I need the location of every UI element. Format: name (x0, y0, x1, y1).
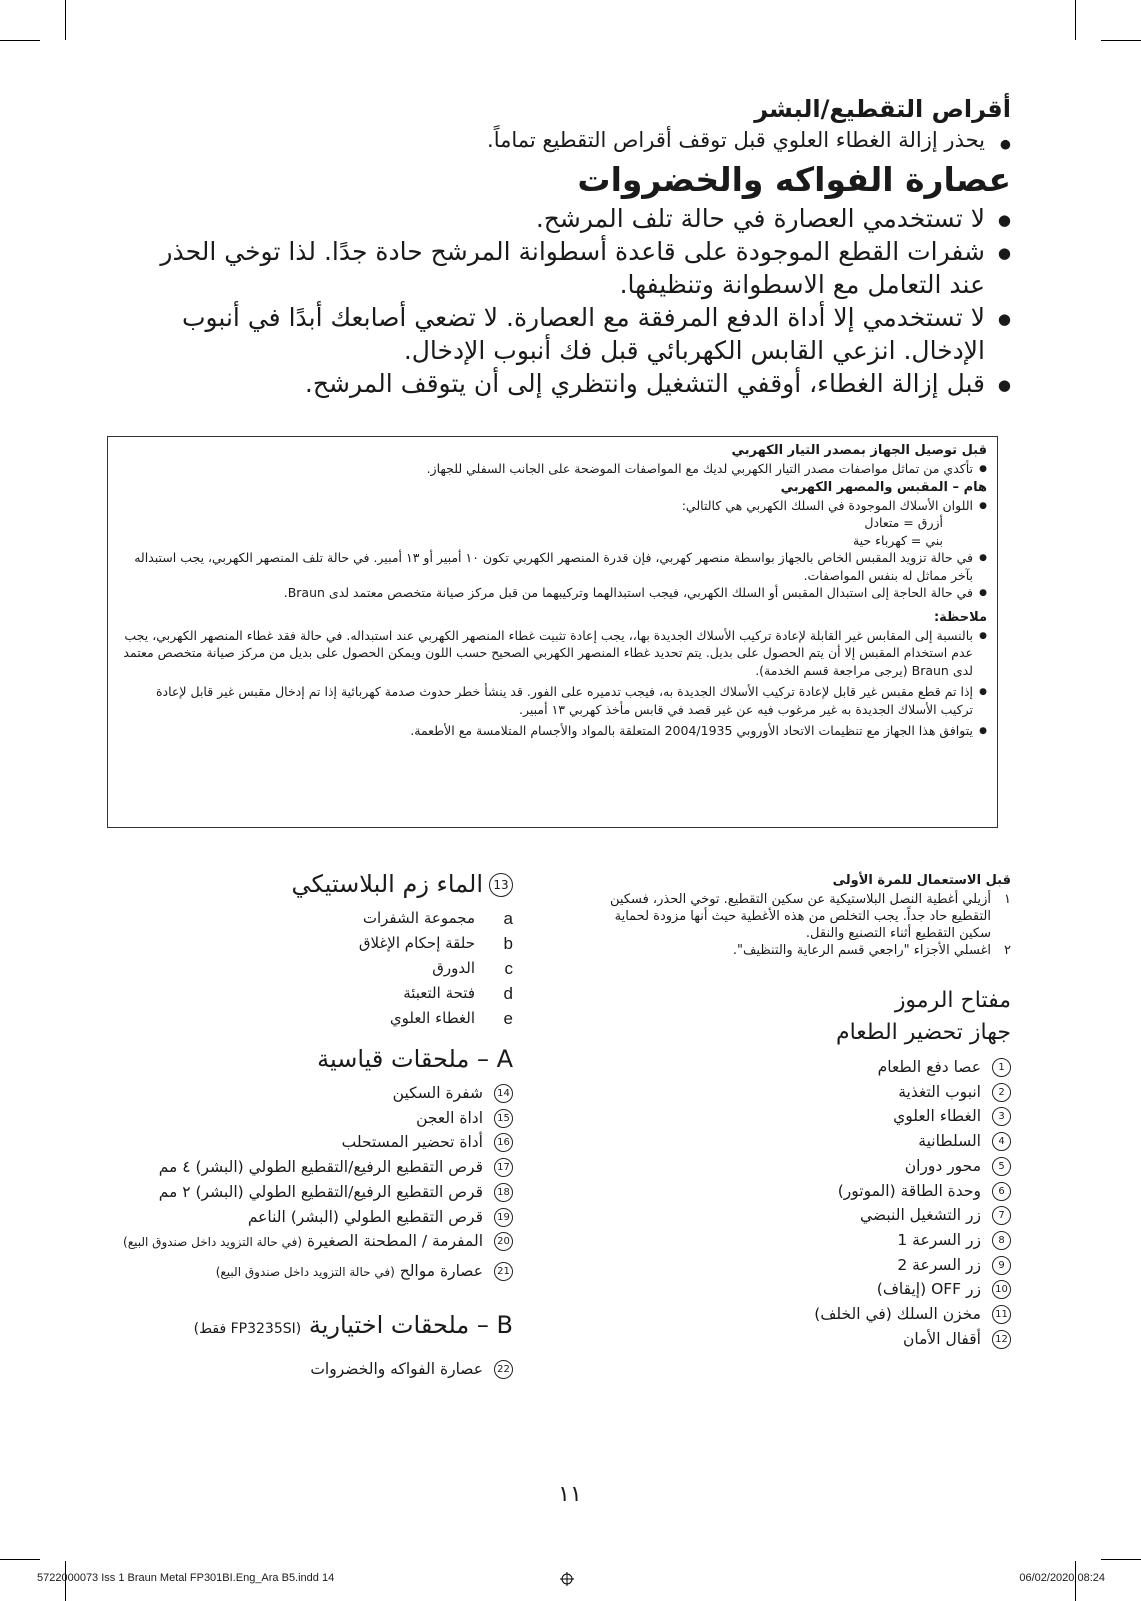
part-name: مجموعة الشفرات (362, 909, 475, 927)
list-item (120, 497, 987, 550)
number-badge: 13 (489, 873, 513, 897)
list-item (33, 1006, 513, 1031)
list-item (33, 1180, 513, 1205)
model-note: (FP3235SI فقط) (193, 1320, 302, 1337)
list-item: ● في حالة الحاجة إلى استبدال المقبس أو السلك الكهربي، فيجب استبدالهما وتركيبهما من قبل مركز صيانة متخصص معتمد لدى Braun. (120, 584, 987, 602)
wire-line: أزرق = متعادل (864, 515, 943, 530)
number-badge: 22 (494, 1360, 513, 1379)
wire-intro: ● اللوان الأسلاك الموجودة في السلك الكهربي هي كالتالي: (681, 497, 973, 513)
wire-line: بني = كهرباء حية (852, 532, 943, 548)
part-name: أقفال الأمان (902, 1329, 981, 1348)
number-badge: 1 (992, 1058, 1011, 1077)
juicer-list (131, 202, 1011, 400)
list-item (33, 1229, 513, 1255)
step-text: اغسلي الأجزاء "راجعي قسم الرعاية والتنظيف". (732, 943, 991, 958)
part-name: عصارة موالح (399, 1261, 483, 1280)
part-letter: e (503, 1009, 513, 1028)
box-list (120, 627, 987, 740)
part-name: فتحة التعبئة (403, 984, 475, 1002)
left-column (33, 866, 513, 1381)
list-item (33, 906, 513, 931)
spiral-title (33, 866, 513, 902)
number-badge: 7 (992, 1206, 1011, 1225)
list-item (33, 1259, 513, 1285)
number-badge: 3 (992, 1107, 1011, 1126)
number-badge: 8 (992, 1231, 1011, 1250)
list-item: ● قبل إزالة الغطاء، أوقفي التشغيل وانتظري إلى أن يتوقف المرشح. (131, 367, 1011, 400)
part-name: قرص التقطيع الرفيع/التقطيع الطولي (البشر) ٢ مم (158, 1182, 483, 1201)
list-item (591, 1228, 1011, 1253)
part-name: قرص التقطيع الرفيع/التقطيع الطولي (البشر) ٤ مم (158, 1158, 483, 1177)
list-item (591, 1253, 1011, 1278)
part-name: المفرمة / المطحنة الصغيرة (307, 1232, 483, 1251)
list-item (33, 1205, 513, 1230)
part-name: اداة العجن (416, 1108, 483, 1127)
blades-title: أقراص التقطيع/البشر (754, 95, 1011, 123)
box-heading: ملاحظة: (933, 609, 987, 625)
list-item (591, 1055, 1011, 1080)
list-item (33, 1081, 513, 1106)
crop-mark (1101, 40, 1141, 41)
part-name: عصا دفع الطعام (877, 1058, 981, 1076)
part-name: الدورق (432, 959, 475, 977)
legend-title: مفتاح الرموز (894, 988, 1011, 1013)
accessories-b-title-text: B – ملحقات اختيارية (308, 1310, 513, 1339)
step-item (591, 942, 1011, 959)
part-name: مخزن السلك (في الخلف) (814, 1305, 981, 1324)
step-item (591, 891, 1011, 942)
part-note: (في حالة التزويد داخل صندوق البيع) (123, 1235, 303, 1250)
box-list (120, 497, 987, 602)
list-item (33, 1130, 513, 1155)
list-item: ● لا تستخدمي العصارة في حالة تلف المرشح. (131, 202, 1011, 235)
blades-list (131, 126, 1011, 154)
step-number: ١ (1004, 892, 1011, 907)
crop-mark (65, 0, 66, 40)
box-heading: هام – المقبس والمصهر الكهربي (780, 479, 987, 495)
crop-mark (1075, 0, 1076, 40)
electrical-safety-box (107, 436, 998, 828)
part-letter: d (503, 984, 513, 1003)
number-badge: 12 (992, 1330, 1011, 1349)
number-badge: 6 (992, 1182, 1011, 1201)
number-badge: 19 (494, 1208, 513, 1227)
part-name: زر السرعة 2 (897, 1255, 981, 1274)
footer-file-info: 5722000073 Iss 1 Braun Metal FP301BI.Eng_Ara B5.indd 14 (37, 1572, 335, 1584)
number-badge: 18 (494, 1183, 513, 1202)
part-name: أداة تحضير المستحلب (341, 1133, 483, 1152)
part-name: زر السرعة 1 (897, 1230, 981, 1249)
part-name: قرص التقطيع الطولي (البشر) الناعم (247, 1207, 483, 1226)
part-name: الغطاء العلوي (389, 1009, 475, 1027)
list-item: ● تأكدي من تماثل مواصفات مصدر التيار الكهربي لديك مع المواصفات الموضحة على الجانب السفلي للجهاز. (120, 460, 987, 478)
juicer-title: عصارة الفواكه والخضروات (577, 160, 1011, 199)
part-name: السلطانية (918, 1132, 981, 1151)
number-badge: 21 (494, 1262, 513, 1281)
list-item (33, 956, 513, 981)
number-badge: 10 (992, 1280, 1011, 1299)
part-note: (في حالة التزويد داخل صندوق البيع) (215, 1264, 395, 1279)
list-item (33, 1155, 513, 1180)
list-item: ● إذا تم قطع مقبس غير قابل لإعادة تركيب الأسلاك الجديدة به، فيجب تدميره على الفور. قد ينشأ خطر حدوث صدمة كهربائية إذا تم إدخال مقبس غير قابل لإعادة تركيب الأسلاك الجديدة به غير مرغوب فيه عن غير قصد في قابس مأخذ كهربي ١٣ أمبير. (120, 683, 987, 718)
list-item (33, 1357, 513, 1382)
legend-subtitle: جهاز تحضير الطعام (835, 1020, 1011, 1045)
right-column (591, 872, 1011, 1351)
list-item (33, 931, 513, 956)
list-item: ● شفرات القطع الموجودة على قاعدة أسطوانة المرشح حادة جدًا. لذا توخي الحذر عند التعامل مع الاسطوانة وتنظيفها. (131, 235, 1011, 301)
part-name: حلقة إحكام الإغلاق (358, 934, 475, 952)
number-badge: 4 (992, 1132, 1011, 1151)
list-item (591, 1302, 1011, 1327)
list-item (33, 1106, 513, 1131)
part-name: وحدة الطاقة (الموتور) (837, 1181, 981, 1200)
first-use-title: قبل الاستعمال للمرة الأولى (832, 873, 1011, 888)
number-badge: 9 (992, 1256, 1011, 1275)
top-warnings (131, 92, 1011, 400)
number-badge: 14 (494, 1084, 513, 1103)
step-text: أزيلي أغطية النصل البلاستيكية عن سكين التقطيع. توخي الحذر، فسكين التقطيع حاد جداً. يجب التخلص من هذه الأغطية حيث أنها مزودة لحماية سكين التقطيع أثناء التصنيع والنقل. (609, 892, 991, 941)
footer-date: 06/02/2020 08:24 (1019, 1572, 1105, 1584)
list-item (591, 1104, 1011, 1129)
list-item (33, 981, 513, 1006)
number-badge: 16 (494, 1133, 513, 1152)
list-item: ● يتوافق هذا الجهاز مع تنظيمات الاتحاد الأوروبي 2004/1935 المتعلقة بالمواد والأجسام المتلامسة مع الأطعمة. (120, 722, 987, 740)
list-item (591, 1203, 1011, 1228)
part-name: انبوب التغذية (898, 1082, 981, 1101)
registration-mark-icon (560, 1572, 574, 1586)
box-heading: قبل توصيل الجهاز بمصدر التيار الكهربي (731, 443, 987, 458)
crop-mark (1101, 1559, 1141, 1560)
part-name: محور دوران (904, 1156, 981, 1175)
part-letter: b (503, 934, 513, 953)
number-badge: 5 (992, 1157, 1011, 1176)
list-item (591, 1327, 1011, 1352)
part-name: عصارة الفواكه والخضروات (310, 1359, 483, 1378)
number-badge: 2 (992, 1083, 1011, 1102)
list-item: ● بالنسبة إلى المقابس غير القابلة لإعادة تركيب الأسلاك الجديدة بها،، يجب إعادة تثبيت غطاء المنصهر الكهربي عند استبداله. في حالة فقد غطاء المنصهر الكهربي، يجب عدم استخدام المقبس إلا أن يتم الحصول على بديل. يتم تحديد غطاء المنصهر الكهربي الصحيح حسب اللون ويمكن الحصول على بديل من مركز صيانة متخصص معتمد لدى Braun (يرجى مراجعة قسم الخدمة). (120, 627, 987, 680)
step-number: ٢ (1004, 943, 1011, 958)
crop-mark (0, 1559, 40, 1560)
list-item: ● يحذر إزالة الغطاء العلوي قبل توقف أقراص التقطيع تماماً. (131, 126, 1011, 154)
accessories-b-list (33, 1357, 513, 1382)
list-item (591, 1129, 1011, 1154)
crop-mark (0, 40, 40, 41)
part-name: شفرة السكين (392, 1084, 483, 1102)
spiral-parts-list (33, 906, 513, 1031)
list-item: ● لا تستخدمي إلا أداة الدفع المرفقة مع العصارة. لا تضعي أصابعك أبدًا في أنبوب الإدخال. انزعي القابس الكهربائي قبل فك أنبوب الإدخال. (131, 301, 1011, 367)
first-use-steps (591, 891, 1011, 959)
number-badge: 17 (494, 1158, 513, 1177)
list-item (591, 1080, 1011, 1105)
part-letter: a (503, 909, 513, 928)
part-name: زر التشغيل النبضي (860, 1206, 981, 1225)
accessories-a-list (33, 1081, 513, 1285)
legend-list (591, 1055, 1011, 1351)
list-item (591, 1179, 1011, 1204)
list-item (591, 1277, 1011, 1302)
list-item (591, 1154, 1011, 1179)
list-item: ● في حالة تزويد المقبس الخاص بالجهاز بواسطة منصهر كهربي، فإن قدرة المنصهر الكهربي تكون ١٠ أمبير أو ١٣ أمبير. في حالة تلف المنصهر الكهربي، يجب استبداله بآخر مماثل له بنفس المواصفات. (120, 549, 987, 584)
number-badge: 20 (494, 1232, 513, 1251)
footer-registration-mark (560, 1572, 574, 1589)
accessories-a-title: A – ملحقات قياسية (317, 1045, 513, 1073)
page-number: ١١ (558, 1482, 582, 1507)
number-badge: 15 (494, 1109, 513, 1128)
box-list (120, 460, 987, 478)
accessories-b-title (33, 1307, 513, 1347)
part-name: الغطاء العلوي (893, 1107, 981, 1126)
spiral-title-text: الماء ﺯﻡ البلاستيكي (291, 870, 483, 898)
part-letter: c (504, 959, 513, 978)
part-name: زر OFF (إيقاف) (876, 1280, 981, 1299)
number-badge: 11 (992, 1305, 1011, 1324)
